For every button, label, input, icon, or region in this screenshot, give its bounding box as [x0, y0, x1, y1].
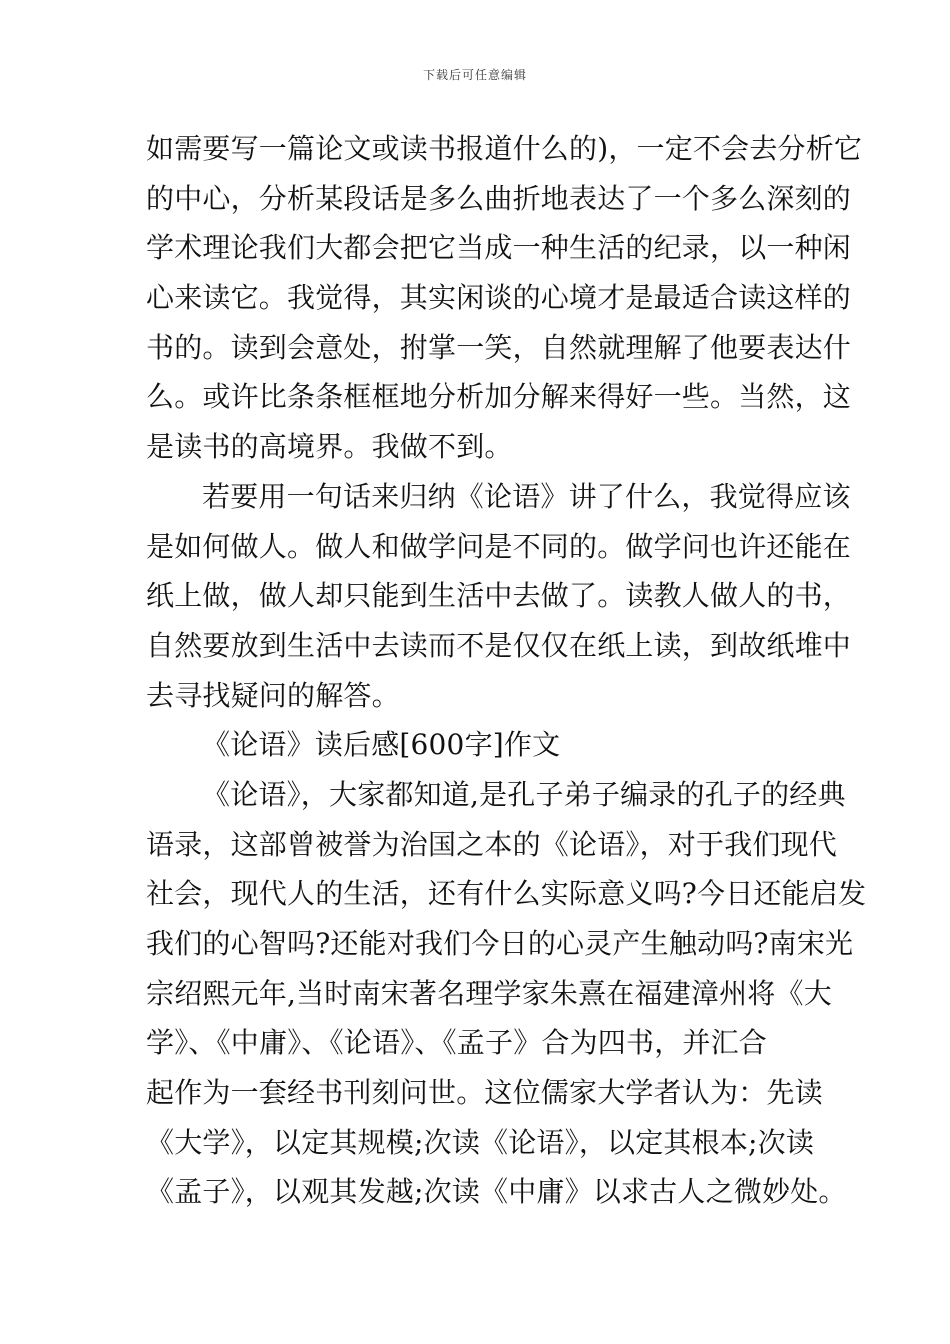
text-line: 起作为一套经书刊刻问世。这位儒家大学者认为：先读	[146, 1076, 823, 1110]
text-line: 《大学》，以定其规模;次读《论语》，以定其根本;次读	[146, 1125, 815, 1159]
paragraph-start-line: 若要用一句话来归纳《论语》讲了什么，我觉得应该	[202, 479, 851, 513]
text-line: 是如何做人。做人和做学问是不同的。做学问也许还能在	[146, 529, 852, 563]
text-line: 心来读它。我觉得，其实闲谈的心境才是最适合读这样的	[146, 281, 852, 315]
text-line: 《孟子》，以观其发越;次读《中庸》以求古人之微妙处。	[146, 1175, 847, 1209]
page-header: 下载后可任意编辑	[422, 68, 527, 82]
text-line: 如需要写一篇论文或读书报道什么的)，一定不会去分析它	[146, 132, 863, 165]
text-line: 自然要放到生活中去读而不是仅仅在纸上读，到故纸堆中	[146, 628, 852, 662]
text-line: 社会，现代人的生活，还有什么实际意义吗?今日还能启发	[146, 877, 867, 911]
text-line: 么。或许比条条框框地分析加分解来得好一些。当然，这	[146, 380, 852, 414]
document-body	[146, 124, 867, 1217]
text-line: 书的。读到会意处，拊掌一笑，自然就理解了他要表达什	[146, 330, 852, 364]
text-line: 去寻找疑问的解答。	[146, 678, 400, 712]
text-line: 的中心，分析某段话是多么曲折地表达了一个多么深刻的	[146, 181, 852, 215]
text-line: 语录，这部曾被誉为治国之本的《论语》，对于我们现代	[146, 827, 838, 861]
paragraph-start-line: 《论语》，大家都知道,是孔子弟子编录的孔子的经典	[202, 777, 846, 811]
text-line: 学术理论我们大都会把它当成一种生活的纪录，以一种闲	[146, 231, 852, 265]
text-line: 纸上做，做人却只能到生活中去做了。读教人做人的书，	[146, 579, 852, 613]
text-line: 我们的心智吗?还能对我们今日的心灵产生触动吗?南宋光	[146, 927, 854, 960]
text-line: 学》、《中庸》、《论语》、《孟子》合为四书，并汇合	[146, 1026, 768, 1060]
section-heading: 《论语》读后感[600字]作文	[202, 728, 561, 762]
text-line: 宗绍熙元年,当时南宋著名理学家朱熹在福建漳州将《大	[146, 976, 832, 1010]
text-line: 是读书的高境界。我做不到。	[146, 430, 513, 464]
